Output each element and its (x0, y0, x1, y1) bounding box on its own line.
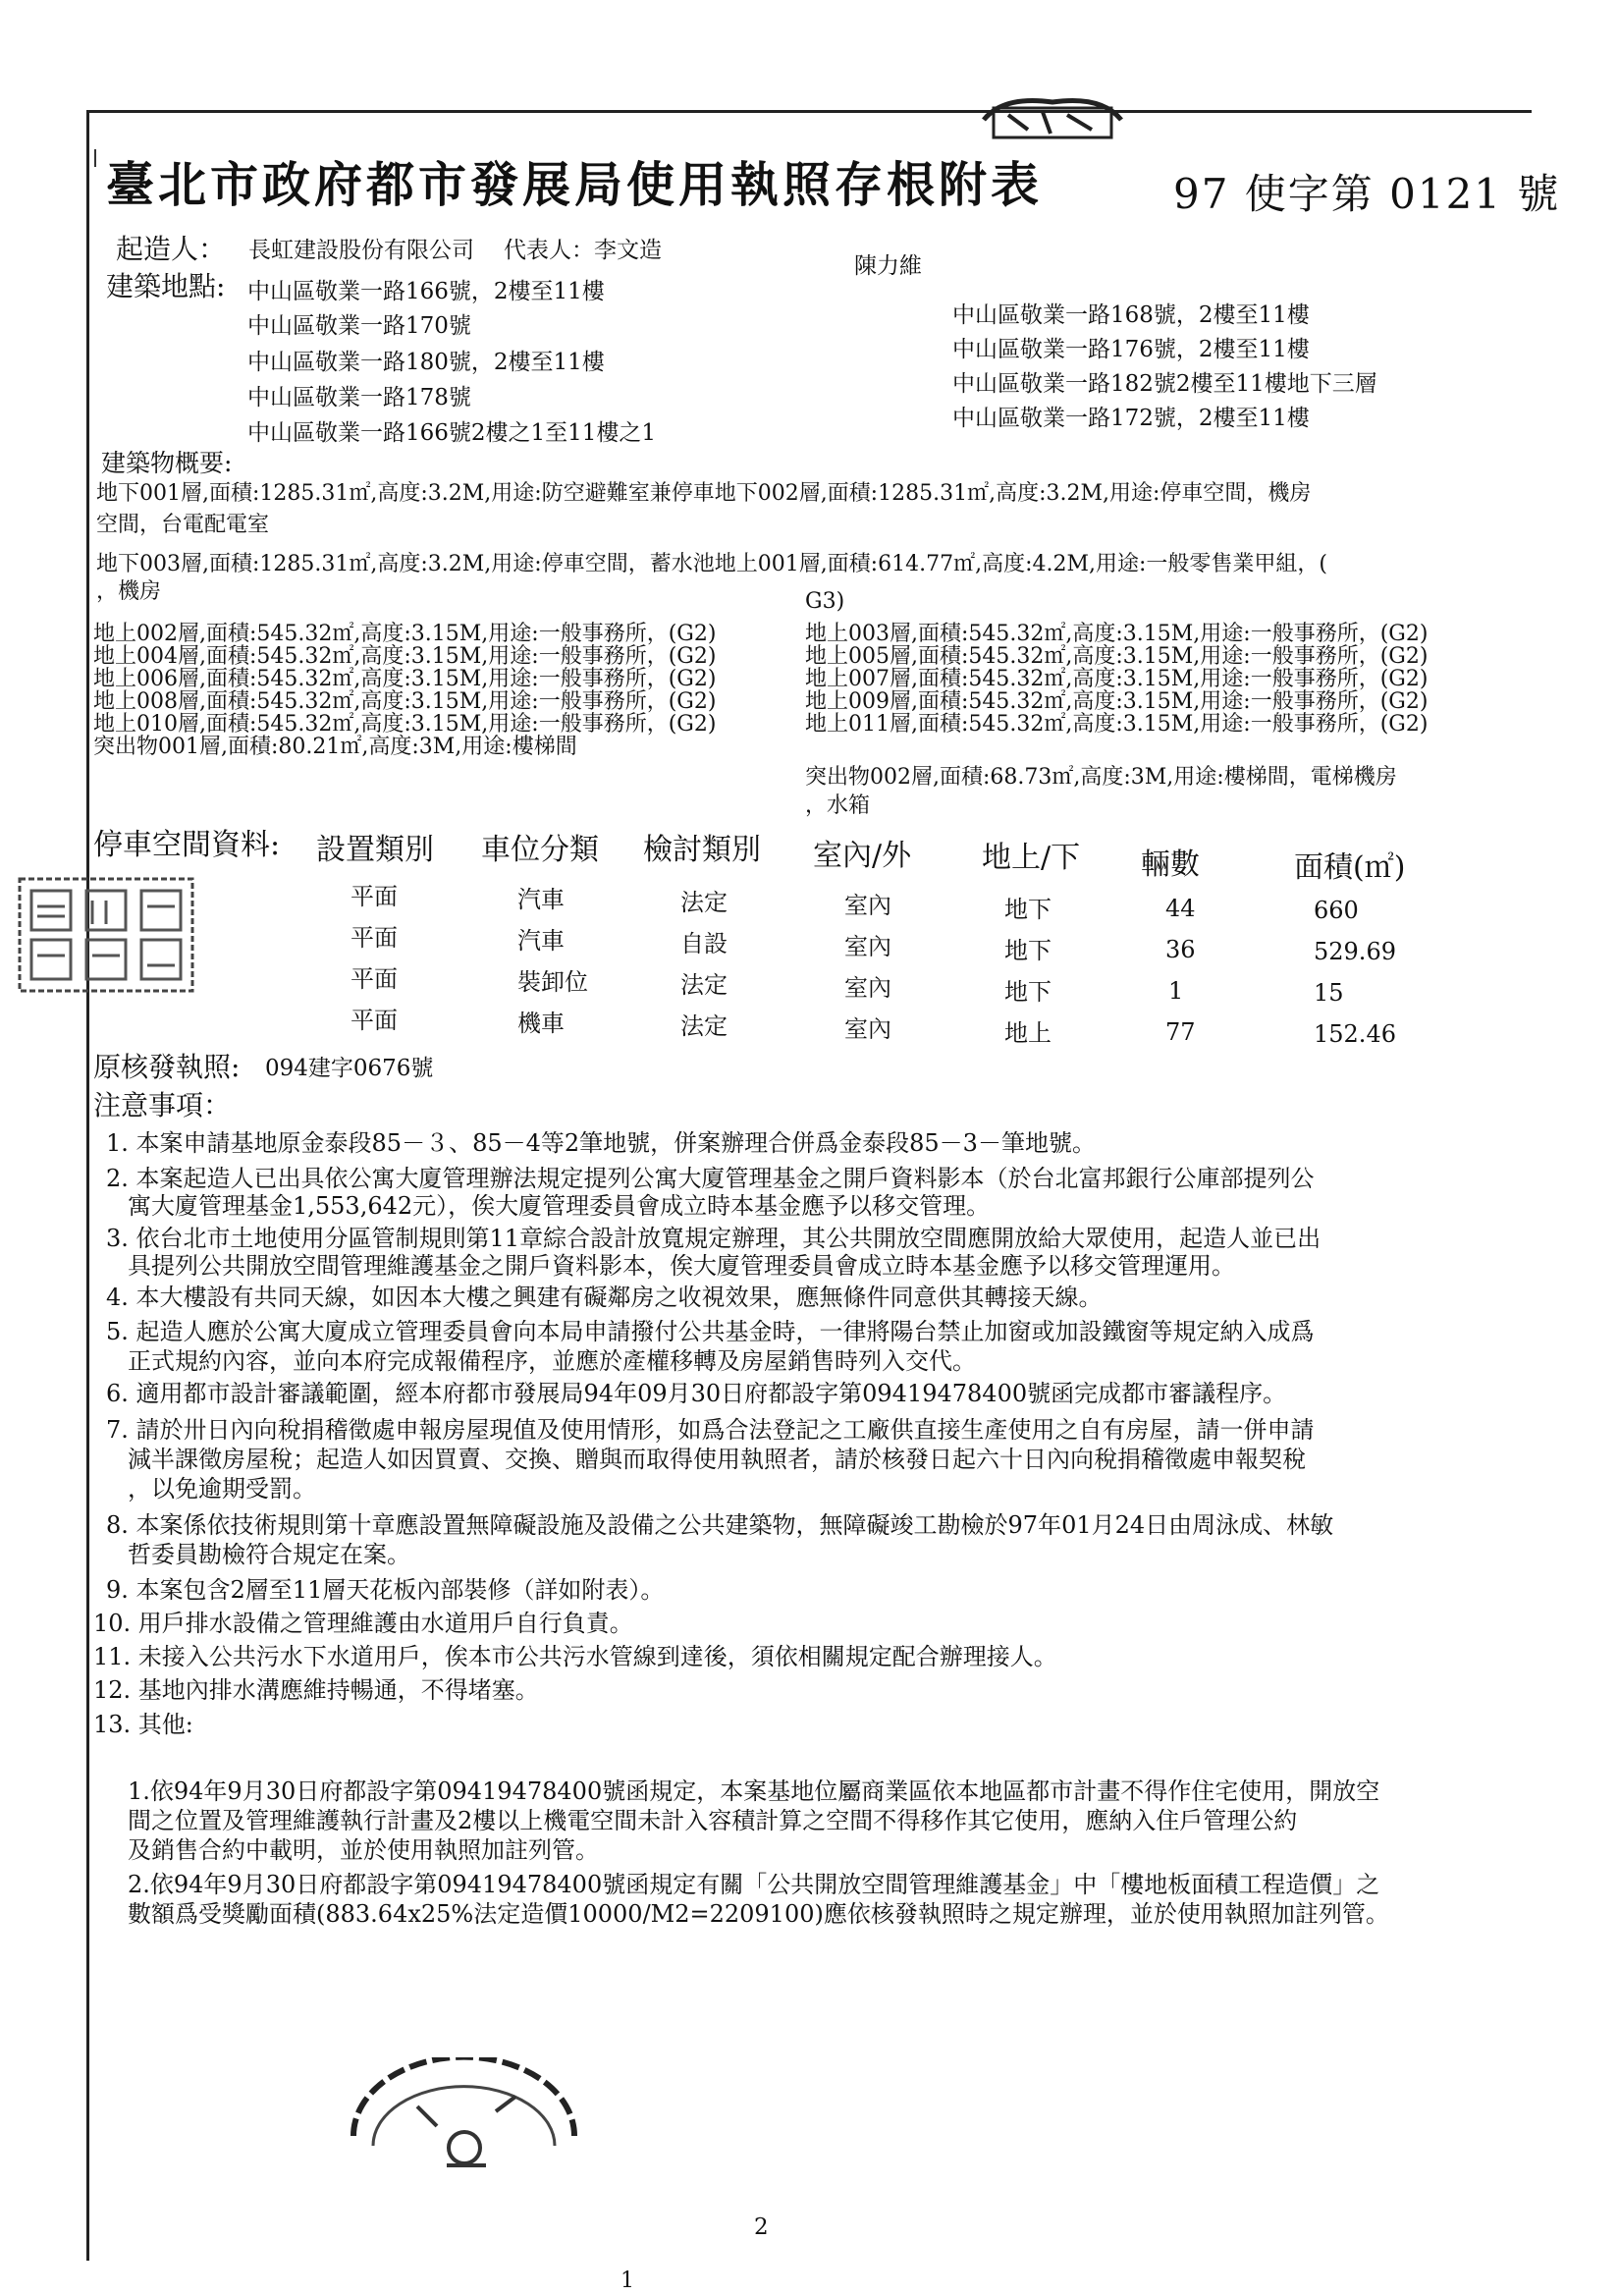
original-permit-value: 094建字0676號 (265, 1056, 434, 1081)
parking-row-1-level: 地下 (1004, 896, 1052, 923)
location-right-3: 中山區敬業一路182號2樓至11樓地下三層 (952, 371, 1377, 397)
parking-header-area: 面積(㎡) (1294, 850, 1406, 885)
applicant-representative: 代表人：李文造 (504, 238, 662, 263)
parking-row-3-indoor: 室內 (844, 974, 891, 1002)
note-line-15: 9. 本案包含2層至11層天花板內部裝修（詳如附表）。 (106, 1576, 665, 1604)
floor-left-2: 地上004層,面積:545.32㎡,高度:3.15M,用途:一般事務所，(G2) (93, 644, 717, 669)
note-line-2: 2. 本案起造人已出具依公寓大廈管理辦法規定提列公寓大廈管理基金之開戶資料影本（於台北富邦銀行公庫部提列公 (106, 1165, 1315, 1192)
overview-line-2: 空間，台電配電室 (96, 513, 270, 537)
floor-left-3: 地上006層,面積:545.32㎡,高度:3.15M,用途:一般事務所，(G2) (93, 667, 717, 691)
floor-left-5: 地上010層,面積:545.32㎡,高度:3.15M,用途:一般事務所，(G2) (93, 712, 717, 737)
note-line-7: 5. 起造人應於公寓大廈成立管理委員會向本局申請撥付公共基金時，一律將陽台禁止加窗或加設鐵窗等規定納入成爲 (106, 1318, 1315, 1345)
parking-row-3-level: 地下 (1004, 978, 1052, 1006)
note-line-14: 哲委員勘檢符合規定在案。 (128, 1541, 410, 1568)
parking-row-4-review: 法定 (680, 1012, 728, 1040)
note-line-5: 具提列公共開放空間管理維護基金之開戶資料影本，俟大廈管理委員會成立時本基金應予以移交管理運用。 (128, 1252, 1235, 1280)
floor-left-4: 地上008層,面積:545.32㎡,高度:3.15M,用途:一般事務所，(G2) (93, 689, 717, 714)
parking-row-2-level: 地下 (1004, 937, 1052, 964)
note-line-12: ，以免逾期受罰。 (128, 1475, 316, 1503)
overview-line-3: 地下003層,面積:1285.31㎡,高度:3.2M,用途:停車空間，蓄水池地上001層,面積:614.77㎡,高度:4.2M,用途:一般零售業甲組，( (96, 552, 1327, 576)
note-line-24: 數額爲受獎勵面積(883.64x25%法定造價10000/M2=2209100)應依核發執照時之規定辦理，並於使用執照加註列管。 (128, 1900, 1389, 1928)
floor-right-7: ，水箱 (805, 793, 871, 818)
parking-row-4-type: 平面 (351, 1007, 398, 1034)
parking-row-1-indoor: 室內 (844, 892, 891, 919)
overview-label: 建築物概要: (101, 449, 233, 477)
note-line-22: 及銷售合約中載明，並於使用執照加註列管。 (128, 1836, 599, 1864)
parking-row-1-type: 平面 (351, 883, 398, 910)
parking-row-3-class: 裝卸位 (517, 968, 588, 996)
location-left-5: 中山區敬業一路166號2樓之1至11樓之1 (247, 420, 657, 446)
parking-row-4-area: 152.46 (1314, 1020, 1396, 1048)
parking-row-3-area: 15 (1314, 979, 1344, 1007)
parking-row-1-area: 660 (1314, 897, 1359, 924)
location-right-2: 中山區敬業一路176號，2樓至11樓 (952, 337, 1310, 362)
note-line-6: 4. 本大樓設有共同天線，如因本大樓之興建有礙鄰房之收視效果，應無條件同意供其轉接天線。 (106, 1284, 1103, 1311)
parking-row-3-count: 1 (1168, 977, 1184, 1005)
applicant-representative-2: 陳力維 (854, 253, 922, 279)
parking-header-count: 輛數 (1141, 847, 1200, 882)
parking-row-2-indoor: 室內 (844, 933, 891, 960)
overview-line-4a: ，機房 (96, 579, 162, 604)
location-left-1: 中山區敬業一路166號，2樓至11樓 (247, 279, 605, 304)
note-line-3: 寓大廈管理基金1,553,642元），俟大廈管理委員會成立時本基金應予以移交管理。 (128, 1192, 991, 1220)
parking-row-4-class: 機車 (517, 1010, 565, 1037)
applicant-label: 起造人： (116, 233, 227, 265)
parking-row-2-count: 36 (1165, 936, 1196, 963)
note-line-23: 2.依94年9月30日府都設字第09419478400號函規定有關「公共開放空間管理維護基金」中「樓地板面積工程造價」之 (128, 1871, 1380, 1898)
stamp-mark-top (974, 90, 1131, 149)
official-seal (349, 2057, 579, 2195)
note-line-13: 8. 本案係依技術規則第十章應設置無障礙設施及設備之公共建築物，無障礙竣工勘檢於97年01月24日由周泳成、林敏 (106, 1511, 1334, 1539)
floor-left-6: 突出物001層,面積:80.21㎡,高度:3M,用途:樓梯間 (93, 735, 577, 759)
parking-row-1-review: 法定 (680, 889, 728, 916)
overview-line-4b: G3) (805, 589, 845, 614)
parking-header-type: 設置類別 (316, 833, 434, 867)
overview-line-1: 地下001層,面積:1285.31㎡,高度:3.2M,用途:防空避難室兼停車地下002層,面積:1285.31㎡,高度:3.2M,用途:停車空間，機房 (96, 481, 1312, 506)
stamp-mark-left (18, 877, 194, 993)
note-line-21: 間之位置及管理維護執行計畫及2樓以上機電空間未計入容積計算之空間不得移作其它使用，應納入住戶管理公約 (128, 1807, 1298, 1834)
applicant-company: 長虹建設股份有限公司 (248, 238, 474, 263)
location-right-1: 中山區敬業一路168號，2樓至11樓 (952, 302, 1310, 328)
location-left-4: 中山區敬業一路178號 (247, 385, 471, 410)
parking-row-1-count: 44 (1165, 895, 1196, 922)
floor-right-1: 地上003層,面積:545.32㎡,高度:3.15M,用途:一般事務所，(G2) (805, 622, 1429, 646)
parking-row-2-type: 平面 (351, 924, 398, 952)
parking-header-review: 檢討類別 (643, 833, 761, 867)
parking-row-2-review: 自設 (680, 930, 728, 957)
parking-label: 停車空間資料: (93, 828, 281, 862)
note-line-4: 3. 依台北市土地使用分區管制規則第11章綜合設計放寬規定辦理，其公共開放空間應開放給大眾使用，起造人並已出 (106, 1225, 1321, 1252)
floor-right-2: 地上005層,面積:545.32㎡,高度:3.15M,用途:一般事務所，(G2) (805, 644, 1429, 669)
note-line-9: 6. 適用都市設計審議範圍，經本府都市發展局94年09月30日府都設字第09419478400號函完成都市審議程序。 (106, 1380, 1287, 1407)
parking-header-class: 車位分類 (481, 833, 599, 867)
footer-mark: 1 (620, 2269, 634, 2293)
note-line-19: 13. 其他: (93, 1711, 193, 1738)
floor-right-3: 地上007層,面積:545.32㎡,高度:3.15M,用途:一般事務所，(G2) (805, 667, 1429, 691)
location-label: 建築地點: (106, 270, 226, 302)
note-line-1: 1. 本案申請基地原金泰段85－３、85－4等2筆地號，併案辦理合併爲金泰段85－3－筆地號。 (106, 1129, 1096, 1157)
scan-mark (94, 149, 102, 167)
page-number: 2 (754, 2214, 769, 2240)
note-line-8: 正式規約內容，並向本府完成報備程序，並應於產權移轉及房屋銷售時列入交代。 (128, 1347, 976, 1375)
parking-row-4-indoor: 室內 (844, 1015, 891, 1043)
floor-right-4: 地上009層,面積:545.32㎡,高度:3.15M,用途:一般事務所，(G2) (805, 689, 1429, 714)
parking-row-4-level: 地上 (1004, 1019, 1052, 1047)
floor-right-6: 突出物002層,面積:68.73㎡,高度:3M,用途:樓梯間，電梯機房 (805, 765, 1397, 790)
note-line-18: 12. 基地內排水溝應維持暢通，不得堵塞。 (93, 1676, 539, 1704)
note-line-17: 11. 未接入公共污水下水道用戶，俟本市公共污水管線到達後，須依相關規定配合辦理接人。 (93, 1643, 1057, 1670)
parking-header-level: 地上/下 (982, 841, 1081, 875)
parking-row-3-review: 法定 (680, 971, 728, 999)
location-left-2: 中山區敬業一路170號 (247, 313, 471, 339)
original-permit-label: 原核發執照: (93, 1051, 241, 1083)
parking-row-2-area: 529.69 (1314, 938, 1396, 965)
note-line-11: 減半課徵房屋稅；起造人如因買賣、交換、贈與而取得使用執照者，請於核發日起六十日內向稅捐稽徵處申報契稅 (128, 1446, 1306, 1473)
notes-label: 注意事項： (93, 1089, 232, 1121)
document-number: 97 使字第 0121 號 (1173, 170, 1561, 218)
floor-left-1: 地上002層,面積:545.32㎡,高度:3.15M,用途:一般事務所，(G2) (93, 622, 717, 646)
parking-row-2-class: 汽車 (517, 927, 565, 955)
document-title: 臺北市政府都市發展局使用執照存根附表 (106, 156, 1044, 213)
note-line-10: 7. 請於卅日內向稅捐稽徵處申報房屋現值及使用情形，如爲合法登記之工廠供直接生產使用之自有房屋，請一併申請 (106, 1416, 1315, 1444)
location-left-3: 中山區敬業一路180號，2樓至11樓 (247, 350, 605, 375)
parking-row-1-class: 汽車 (517, 886, 565, 913)
note-line-20: 1.依94年9月30日府都設字第09419478400號函規定，本案基地位屬商業區依本地區都市計畫不得作住宅使用，開放空 (128, 1777, 1380, 1805)
parking-row-3-type: 平面 (351, 965, 398, 993)
location-right-4: 中山區敬業一路172號，2樓至11樓 (952, 406, 1310, 431)
parking-header-indoor: 室內/外 (813, 839, 912, 873)
note-line-16: 10. 用戶排水設備之管理維護由水道用戶自行負責。 (93, 1610, 633, 1637)
parking-row-4-count: 77 (1165, 1018, 1196, 1046)
floor-right-5: 地上011層,面積:545.32㎡,高度:3.15M,用途:一般事務所，(G2) (805, 712, 1429, 737)
